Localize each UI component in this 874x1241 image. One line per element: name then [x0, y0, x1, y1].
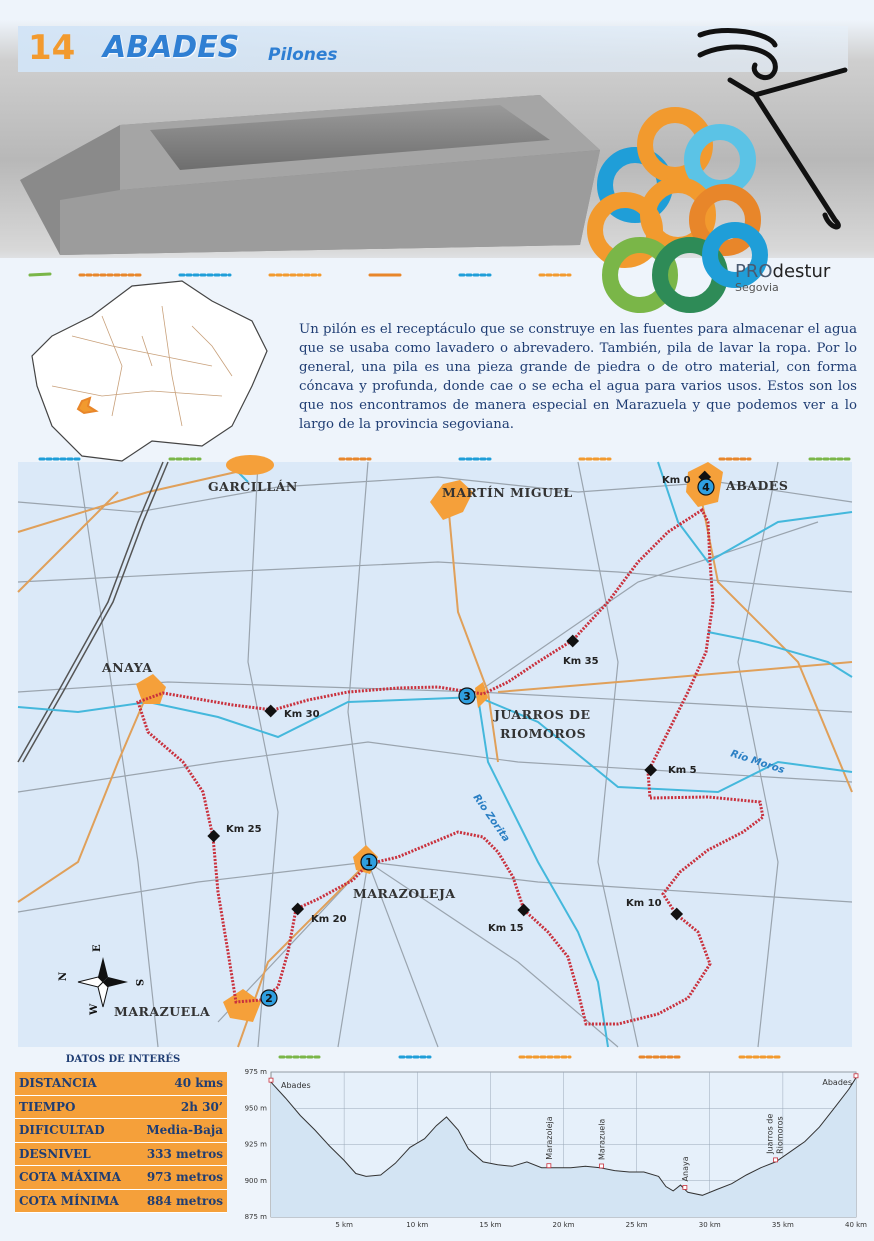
map-background: [18, 462, 852, 1047]
elevation-profile-chart: [233, 1060, 868, 1230]
profile-point-marker: [269, 1078, 273, 1082]
profile-x-tick-label: 30 km: [698, 1221, 721, 1229]
route-title: ABADES: [103, 30, 240, 65]
town-garcillan: GARCILLÁN: [208, 479, 298, 494]
data-value: 884 metros: [135, 1189, 227, 1213]
route-map: [18, 462, 852, 1047]
profile-y-tick-label: 875 m: [244, 1213, 267, 1221]
profile-point-label: Abades: [281, 1081, 311, 1090]
data-label: TIEMPO: [15, 1095, 135, 1119]
profile-point-marker: [774, 1158, 778, 1162]
data-value: 333 metros: [135, 1142, 227, 1166]
prodestur-wordmark: [735, 261, 830, 282]
data-panel-table: [15, 1072, 227, 1213]
profile-x-tick-label: 25 km: [625, 1221, 648, 1229]
prodestur-logo: [580, 25, 870, 295]
town-juarros-line1: JUARROS DE: [494, 707, 591, 722]
waypoint-1-number: 1: [365, 856, 373, 869]
profile-x-ticks: [335, 1221, 867, 1229]
river-label-moros: Río Moros: [729, 748, 786, 777]
km-label-0: Km 0: [662, 475, 691, 486]
data-row-cota-maxima: [15, 1166, 227, 1190]
data-label: DIFICULTAD: [15, 1119, 135, 1143]
profile-x-tick-label: 20 km: [552, 1221, 575, 1229]
data-label: COTA MÁXIMA: [15, 1166, 135, 1190]
data-row-desnivel: [15, 1142, 227, 1166]
profile-point-label: Marazoleja: [544, 1116, 554, 1160]
profile-point-label: Juarros de: [765, 1113, 775, 1154]
km-label-35: Km 35: [563, 656, 599, 667]
profile-y-tick-label: 950 m: [244, 1104, 267, 1113]
town-martin-miguel: MARTÍN MIGUEL: [442, 485, 573, 500]
description-text: Un pilón es el receptáculo que se construye en las fuentes para almacenar el agua que se usaba como lavadero o abrevadero. También, pila de lavar la ropa. Por lo general, una pila es una pieza grande de piedra o de otro material, con forma cóncava y profunda, donde cae o se echa el agua para varios usos. Estos son los que nos encontramos de manera especial en Marazuela y que podemos ver a lo largo de la provincia segoviana.: [299, 322, 857, 432]
profile-point-label: Riomoros: [775, 1116, 785, 1154]
profile-x-tick-label: 40 km: [844, 1221, 868, 1229]
profile-y-tick-label: 925 m: [244, 1140, 267, 1149]
brand-pro: PRO: [735, 261, 773, 282]
town-marazoleja: MARAZOLEJA: [353, 886, 456, 901]
river-label-zorita: Río Zorita: [470, 792, 512, 845]
data-value: 973 metros: [135, 1166, 227, 1190]
data-row-dificultad: [15, 1119, 227, 1143]
profile-point-marker: [683, 1185, 687, 1189]
compass-w: W: [89, 1003, 100, 1015]
waypoint-3-number: 3: [463, 690, 471, 703]
data-label: DISTANCIA: [15, 1072, 135, 1095]
data-row-cota-minima: [15, 1189, 227, 1213]
profile-point-marker: [854, 1074, 858, 1078]
compass-e: E: [92, 944, 103, 952]
data-value: Media-Baja: [135, 1119, 227, 1143]
data-value: 2h 30’: [135, 1095, 227, 1119]
profile-x-tick-label: 15 km: [479, 1221, 502, 1229]
km-label-5: Km 5: [668, 765, 697, 776]
km-label-10: Km 10: [626, 898, 662, 909]
brand-region: Segovia: [735, 281, 779, 294]
route-number: 14: [28, 28, 76, 68]
profile-x-tick-label: 35 km: [771, 1221, 794, 1229]
town-abades: ABADES: [726, 478, 789, 493]
waypoint-2-number: 2: [265, 992, 273, 1005]
data-panel-title: DATOS DE INTERÉS: [65, 1054, 181, 1065]
town-juarros-line2: RIOMOROS: [500, 726, 587, 741]
km-label-25: Km 25: [226, 824, 262, 835]
province-locator-map: [12, 276, 272, 466]
km-label-30: Km 30: [284, 709, 320, 720]
data-row-tiempo: [15, 1095, 227, 1119]
profile-point-label: Anaya: [680, 1156, 690, 1182]
compass-n: N: [58, 971, 69, 981]
profile-point-marker: [600, 1164, 604, 1168]
waypoint-4-number: 4: [702, 481, 710, 494]
profile-point-label: Abades: [822, 1078, 852, 1087]
km-label-20: Km 20: [311, 914, 347, 925]
compass-s: S: [133, 979, 144, 987]
profile-point-marker: [547, 1164, 551, 1168]
route-subtitle: Pilones: [268, 45, 338, 65]
profile-x-tick-label: 10 km: [406, 1221, 429, 1229]
profile-y-tick-label: 975 m: [244, 1068, 267, 1076]
data-label: DESNIVEL: [15, 1142, 135, 1166]
km-label-15: Km 15: [488, 923, 524, 934]
data-value: 40 kms: [135, 1072, 227, 1095]
town-marazuela: MARAZUELA: [114, 1004, 211, 1019]
profile-y-ticks: [245, 1068, 268, 1221]
data-label: COTA MÍNIMA: [15, 1189, 135, 1213]
profile-x-tick-label: 5 km: [335, 1221, 353, 1229]
data-row-distancia: [15, 1072, 227, 1095]
town-anaya: ANAYA: [102, 660, 153, 675]
profile-y-tick-label: 900 m: [244, 1176, 267, 1185]
brand-destur: destur: [772, 261, 831, 282]
profile-point-label: Marazuela: [597, 1118, 607, 1160]
